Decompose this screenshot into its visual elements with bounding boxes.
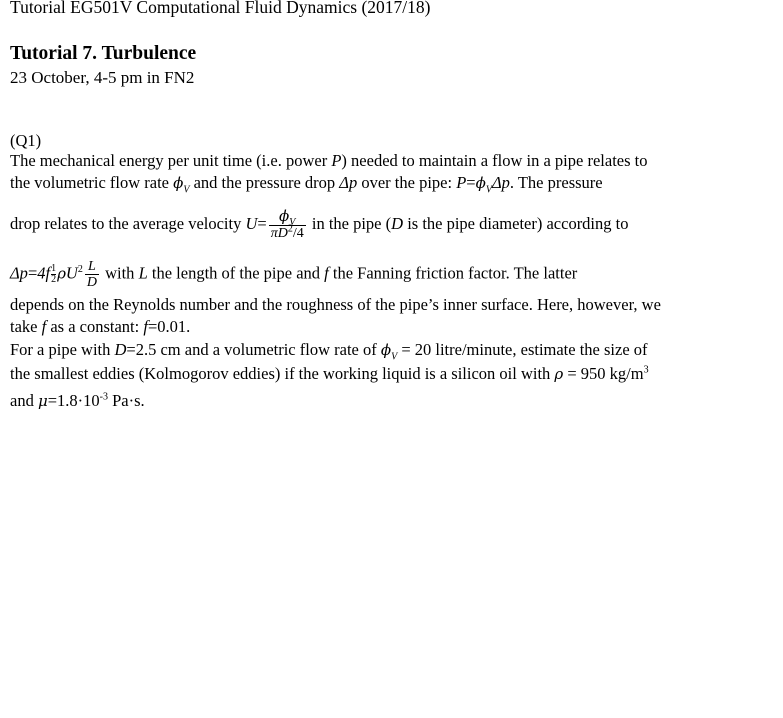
velocity-symbol: U	[65, 263, 78, 283]
question-line-5: depends on the Reynolds number and the roughness of the pipe’s inner surface. Here, however, we	[10, 295, 661, 314]
text-span: . The pressure	[509, 173, 603, 192]
question-line-9	[10, 391, 145, 411]
phi-subscript: V	[485, 184, 492, 196]
friction-symbol: f	[324, 263, 329, 283]
text-span: with	[100, 263, 139, 283]
text-span: and the pressure drop	[189, 173, 340, 192]
square-exponent: 2	[77, 263, 83, 275]
phi-symbol: ϕ	[279, 207, 290, 225]
page-title: Tutorial 7. Turbulence	[10, 43, 197, 64]
pi-d-symbol: πD	[270, 226, 288, 241]
velocity-symbol: U	[245, 213, 258, 233]
text-span: = 20 litre/minute, estimate the size of	[397, 340, 648, 359]
text-span: is the pipe diameter) according to	[403, 213, 629, 233]
delta-p-symbol: Δp	[491, 173, 510, 192]
question-line-8	[10, 364, 649, 384]
text-span: take	[10, 317, 42, 336]
delta-p-symbol: Δp	[10, 263, 28, 283]
rho-symbol: ρ	[57, 264, 66, 283]
question-line-7	[10, 340, 648, 363]
fraction-numerator: L	[85, 259, 99, 275]
text-span: =2.5 cm and a volumetric flow rate of	[126, 340, 381, 359]
text-span: the smallest eddies (Kolmogorov eddies) if the working liquid is a silicon oil with	[10, 364, 555, 383]
question-line-6	[10, 317, 190, 337]
question-line-4	[10, 259, 577, 290]
diameter-symbol: D	[391, 213, 404, 233]
phi-subscript: V	[289, 216, 296, 228]
question-line-2	[10, 173, 603, 196]
exponent: -3	[99, 391, 108, 403]
text-span: over the pipe:	[357, 173, 457, 192]
friction-symbol: f	[143, 317, 148, 336]
square-exponent: 2	[287, 223, 293, 235]
text-span: The mechanical energy per unit time (i.e. power	[10, 151, 332, 170]
text-span: as a constant:	[46, 317, 144, 336]
phi-symbol: ϕ	[380, 341, 392, 359]
equals-sign: =	[466, 173, 476, 192]
question-label: (Q1)	[10, 131, 42, 150]
rho-symbol: ρ	[554, 365, 564, 383]
power-symbol: P	[331, 151, 342, 170]
text-span: ) needed to maintain a flow in a pipe relates to	[341, 151, 648, 170]
session-info: 23 October, 4-5 pm in FN2	[10, 68, 195, 87]
text-span: in the pipe (	[307, 213, 392, 233]
text-span: For a pipe with	[10, 340, 115, 359]
diameter-symbol: D	[114, 340, 127, 359]
length-fraction	[85, 259, 99, 290]
cube-exponent: 3	[643, 364, 649, 376]
div-four: /4	[292, 226, 304, 241]
text-span: the length of the pipe and	[147, 263, 325, 283]
text-span: =0.01.	[147, 317, 191, 336]
question-line-3	[10, 209, 628, 241]
friction-symbol: f	[41, 317, 47, 336]
delta-p-symbol: Δp	[339, 173, 358, 192]
fraction-denominator: 2	[51, 274, 57, 285]
text-span: =1.8·10	[47, 391, 100, 410]
text-span: and	[10, 391, 38, 410]
question-line-1	[10, 151, 647, 171]
half-fraction	[51, 264, 56, 285]
fraction-denominator: D	[86, 275, 97, 290]
text-span: Pa·s.	[107, 391, 145, 410]
text-span: drop relates to the average velocity	[10, 213, 246, 233]
mu-symbol: μ	[37, 392, 48, 410]
equals-sign: =	[27, 263, 38, 283]
phi-symbol: ϕ	[475, 174, 486, 192]
text-span: the volumetric flow rate	[10, 173, 174, 192]
four-f-term: 4f	[37, 263, 51, 283]
length-symbol: L	[138, 263, 148, 283]
text-span: the Fanning friction factor. The latter	[328, 263, 578, 283]
velocity-fraction	[269, 209, 306, 241]
equals-sign: =	[257, 213, 267, 233]
fraction-numerator: 1	[51, 263, 57, 274]
fraction-denominator	[269, 223, 306, 241]
text-span: = 950 kg/m	[563, 364, 644, 383]
power-eq-P: P	[456, 173, 467, 192]
phi-subscript: V	[391, 351, 398, 363]
phi-subscript: V	[183, 184, 190, 196]
phi-symbol: ϕ	[173, 174, 184, 192]
course-header: Tutorial EG501V Computational Fluid Dynamics (2017/18)	[10, 0, 431, 17]
